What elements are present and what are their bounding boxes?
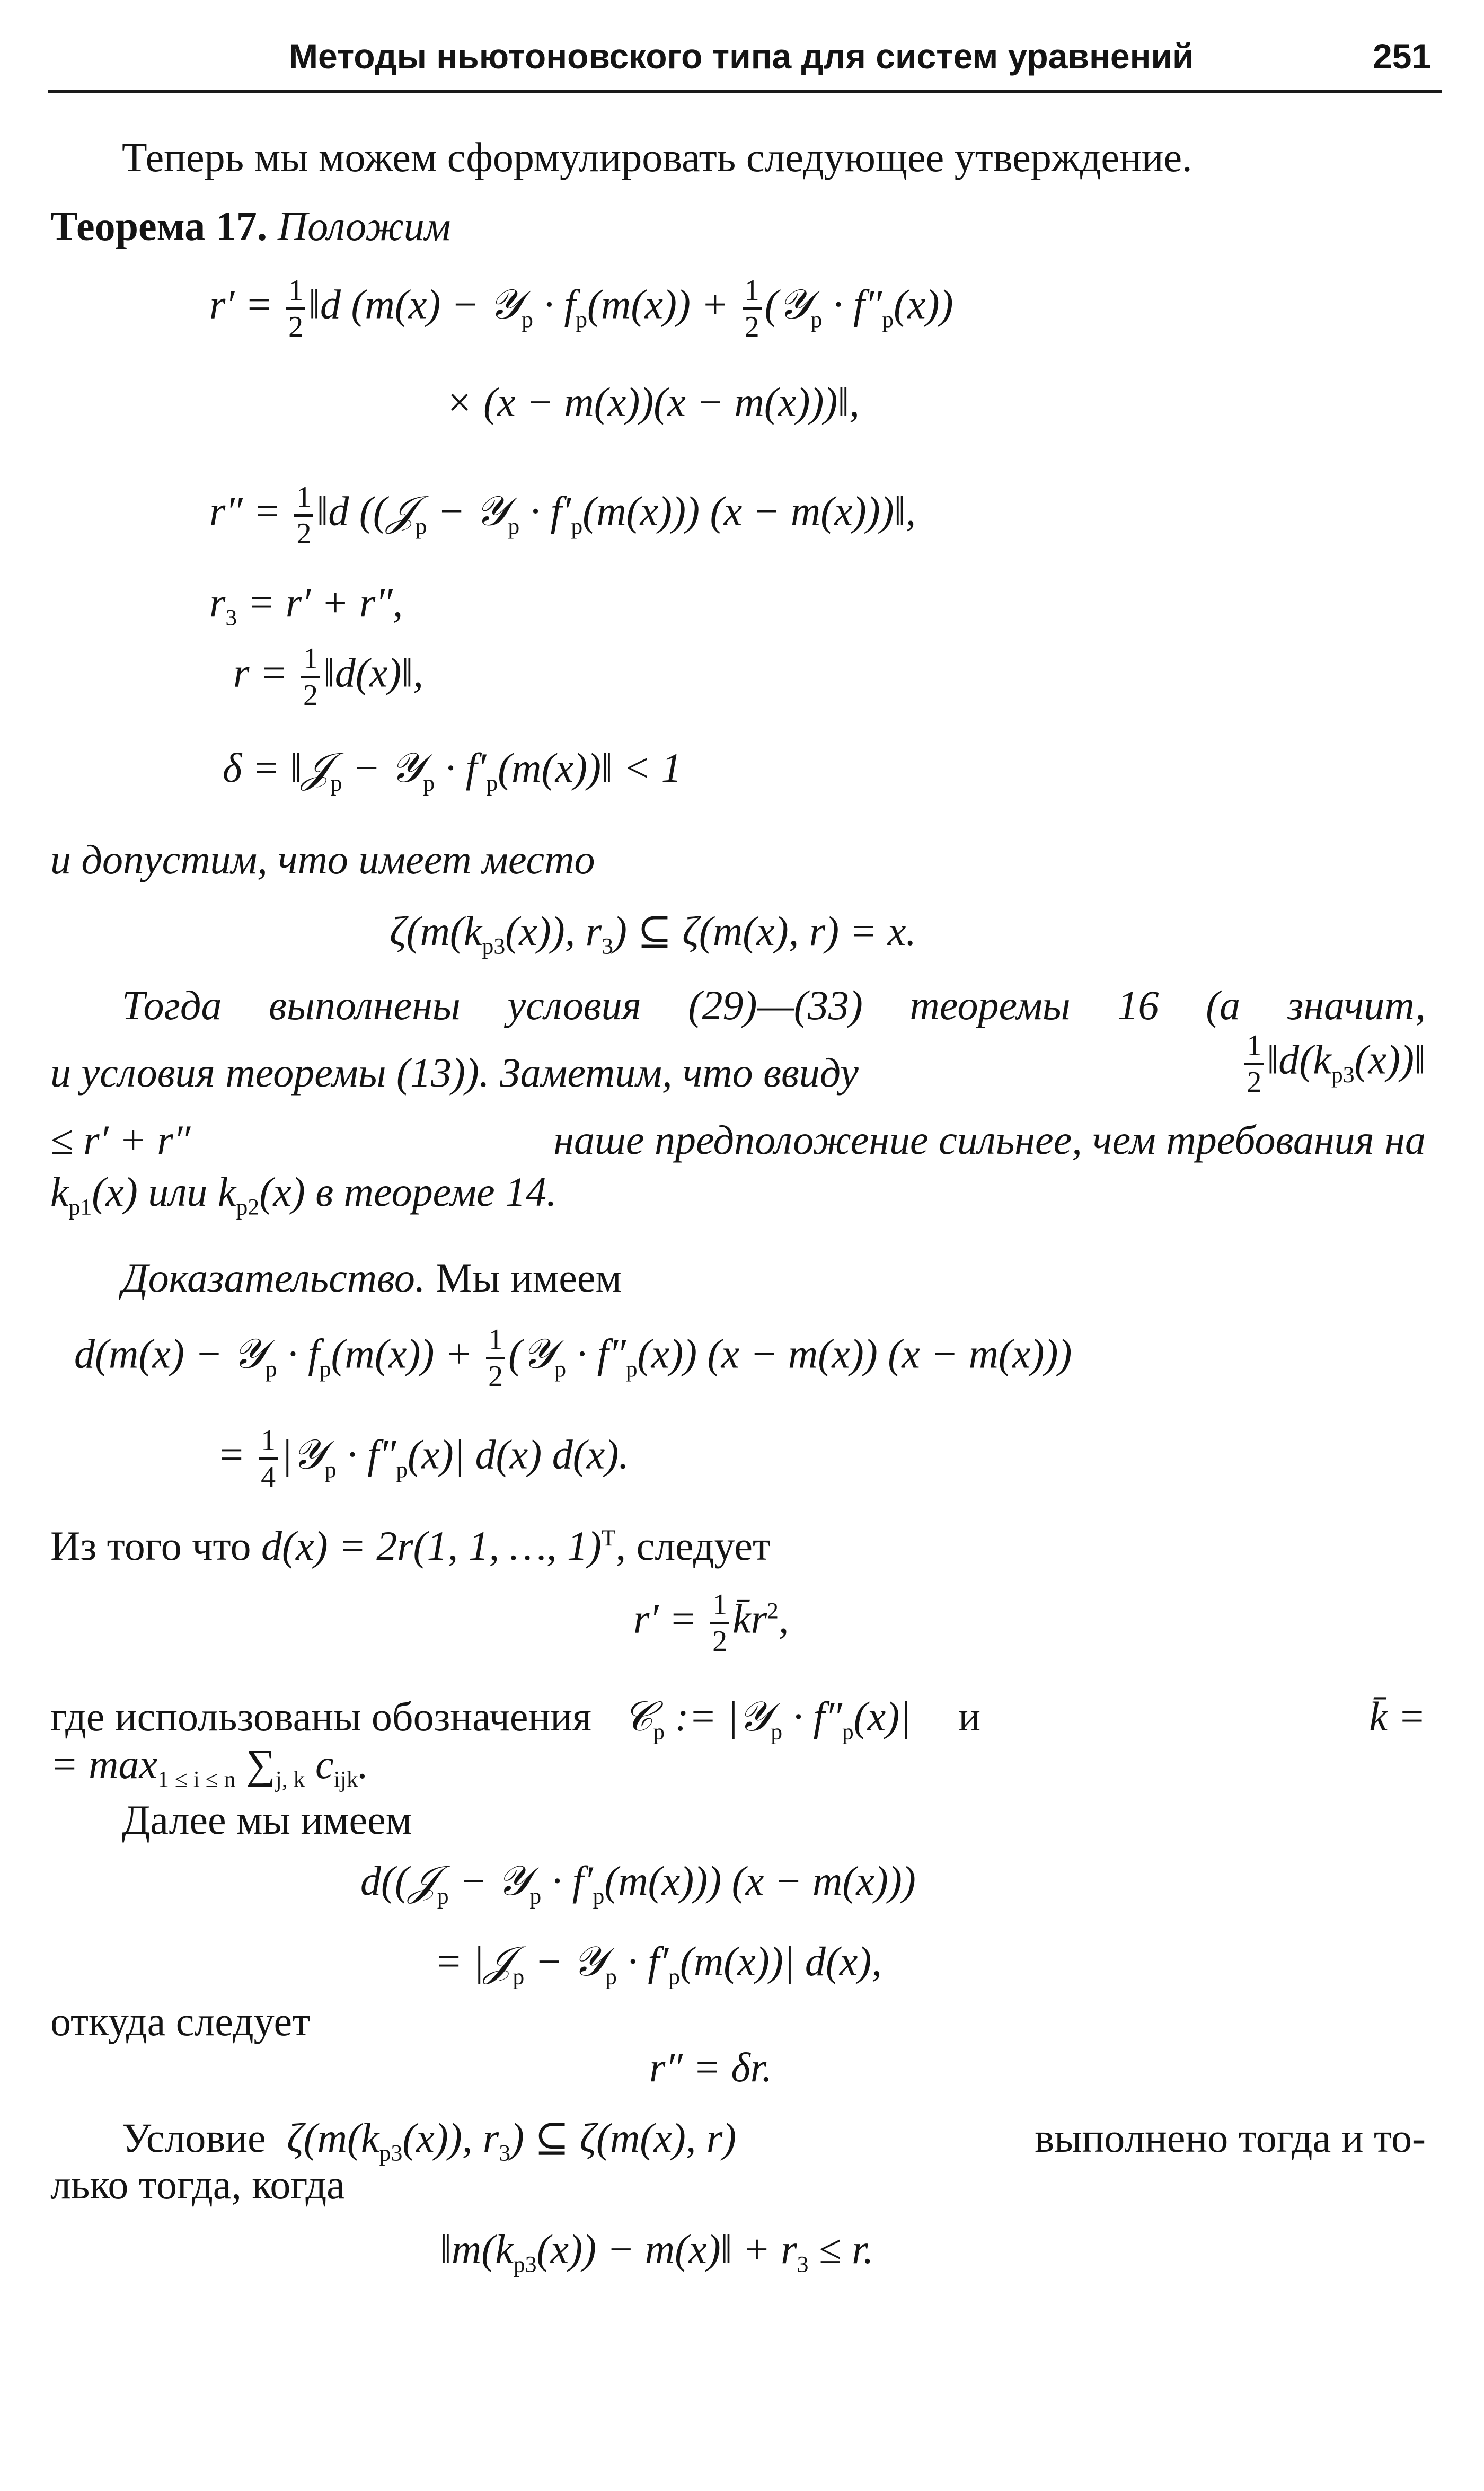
from-that-line (50, 1525, 771, 1567)
paragraph1-line2 (50, 1029, 1426, 1099)
notation-line1 (50, 1693, 1426, 1745)
formula-r-prime-result: r′ = $\frac{1}{2}$ $k̄r^2$, (633, 1588, 789, 1658)
formula-kp2: $k_{p2}(x)$ (217, 1169, 305, 1220)
proof-text: Мы имеем (435, 1255, 622, 1301)
condition-text-a: Условие (122, 2115, 266, 2161)
paragraph1-line4-end: в теореме 14. (315, 1169, 557, 1215)
header-rule (48, 90, 1442, 93)
running-title: Методы ньютоновского типа для систем уравнений (289, 37, 1194, 76)
further-text: Далее мы имеем (122, 1797, 412, 1843)
condition-text-b: выполнено тогда и то- (1035, 2115, 1426, 2161)
paragraph1-line1: Тогда выполнены условия (29)—(33) теоремы 16 (а значит, (122, 982, 1426, 1028)
formula-r3: $r_3 = r' + r''$, (209, 579, 403, 631)
formula-kp1: $k_{p1}(x)$ (50, 1169, 138, 1220)
paragraph1-line2-text: и условия теоремы (13)). Заметим, что ввиду (50, 1049, 859, 1096)
formula-leq-r-sum: ≤ r′ + r″ (50, 1117, 191, 1163)
paragraph1-line4 (50, 1171, 557, 1219)
paragraph1-line3-text: наше предположение сильнее, чем требования на (553, 1117, 1426, 1163)
paragraph1-line3 (50, 1119, 1426, 1161)
theorem-heading (50, 203, 451, 249)
formula-r-prime-line1: r′ = $\frac{1}{2}$ ‖d (m(x) − 𝒴$_p$ · $f_p(m(x))$ + $\frac{1}{2}$ (𝒴$_p$ · $f''_p(x)$) (209, 274, 953, 343)
proof-label: Доказательство. (122, 1255, 426, 1301)
page-number: 251 (1373, 37, 1432, 76)
notation-text-b: и (958, 1693, 980, 1739)
formula-delta: δ = ‖𝒥$_p$ − 𝒴$_p$ · $f'_p(m(x))‖ < 1$ (223, 745, 682, 796)
formula-r: r = $\frac{1}{2}$ ‖d(x)‖, (233, 642, 423, 712)
notation-text-a: где использованы обозначения (50, 1693, 591, 1739)
formula-zeta-inclusion: $\zeta(m(k_{p3}(x))$, $r_3$) ⊆ ζ(m(x), r) = x. (390, 908, 916, 959)
formula-proof-line1: d(m(x) − 𝒴$_p$ · $f_p(m(x))$ + $\frac{1}{2}$ (𝒴$_p$ · $f''_p(x)$) (x − m(x)) (x − m(x))) (74, 1323, 1072, 1393)
formula-r-double-prime: r″ = $\frac{1}{2}$ ‖d ((𝒥$_p$ − 𝒴$_p$ · $f'_p(m(x))$) (x − m(x)))‖, (209, 481, 916, 550)
formula-half-norm-k: $\frac{1}{2}$ $‖d(k_{p3}(x))‖$ (1241, 1031, 1426, 1097)
formula-final-inequality: $‖m(k_{p3}(x))$ − m(x)‖ + $r_3 \le r$. (440, 2226, 874, 2277)
theorem-label: Теорема 17. (50, 203, 268, 249)
proof-heading (122, 1255, 622, 1301)
formula-kbar-max: = $\max_{1 \le i \le n} \sum_{j, k}$ $c_{ijk}$. (50, 1741, 369, 1792)
whence-text: откуда следует (50, 1998, 311, 2044)
formula-r-prime-line2: × (x − m(x))(x − m(x)))‖, (445, 379, 860, 425)
formula-d-equals: d(x) = 2r(1, 1, …, 1)$^T$ (261, 1523, 616, 1569)
intro-line: Теперь мы можем сформулировать следующее утверждение. (122, 134, 1192, 180)
assumption-text: и допустим, что имеет место (50, 836, 595, 882)
theorem-lead: Положим (277, 203, 451, 249)
formula-r-double-prime-result: r″ = δr. (649, 2044, 772, 2090)
condition-text-c: лько тогда, когда (50, 2161, 345, 2207)
formula-proof-line2: = $\frac{1}{4}$ |𝒴$_p$ · $f''_p(x)|$ d(x) d(x). (217, 1424, 629, 1494)
formula-kbar-eq: k̄ = (1369, 1693, 1426, 1739)
formula-further-line1: d((𝒥$_p$ − 𝒴$_p$ · $f'_p(m(x))$) (x − m(x))) (360, 1858, 916, 1909)
from-text-a: Из того что (50, 1523, 251, 1569)
formula-further-line2: = |𝒥$_p$ − 𝒴$_p$ · $f'_p(m(x))|$ d(x), (435, 1938, 882, 1990)
formula-cp-def: 𝒞$_p$ := |𝒴$_p$ · $f''_p(x)|$ (623, 1693, 911, 1745)
formula-zeta-condition: $\zeta(m(k_{p3}(x))$, $r_3$) ⊆ ζ(m(x), r) (287, 2115, 737, 2166)
from-text-b: , следует (615, 1523, 771, 1569)
paragraph1-or: или (148, 1169, 208, 1215)
condition-line1 (122, 2117, 1426, 2165)
